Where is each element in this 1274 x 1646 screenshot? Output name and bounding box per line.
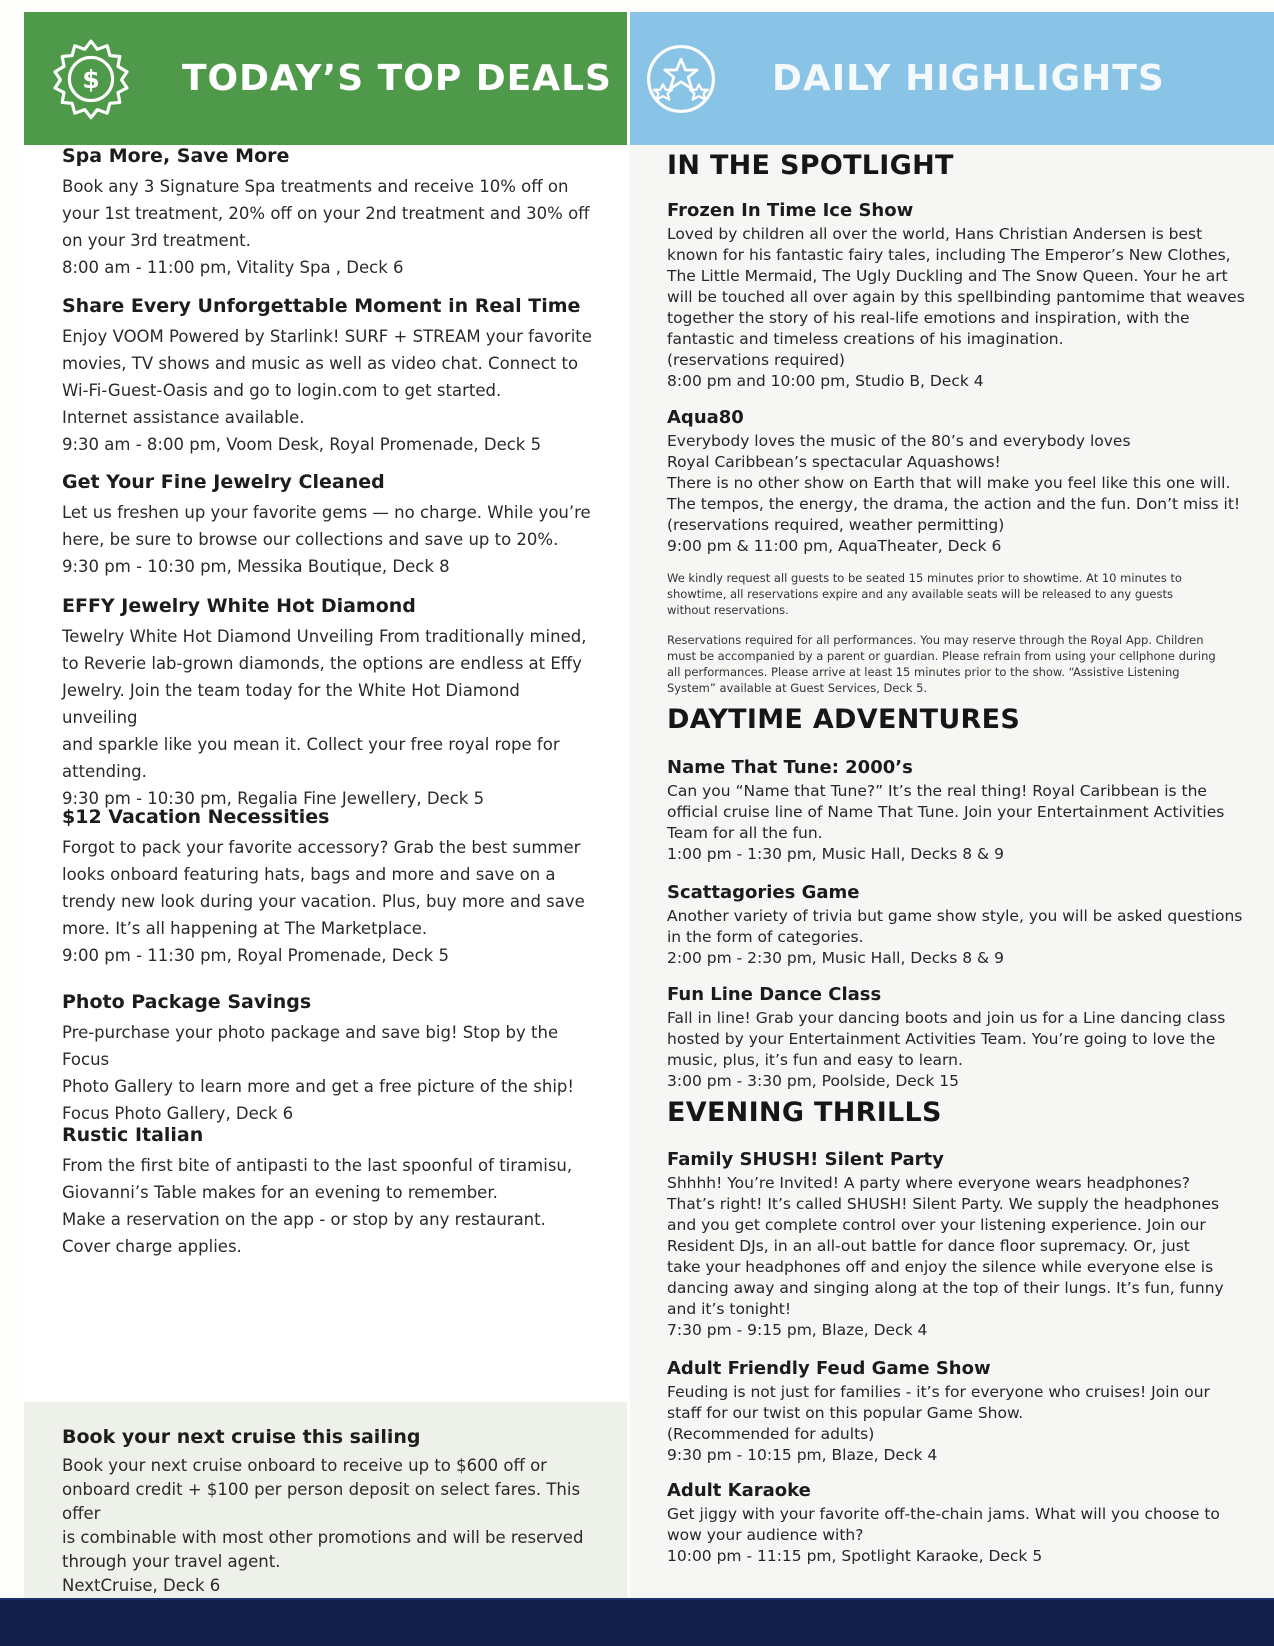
evening-heading: EVENING THRILLS <box>667 1097 942 1128</box>
event-line: and it’s tonight! <box>667 1300 792 1318</box>
event-feud-game-show <box>667 1358 1257 1466</box>
event-line: 1:00 pm - 1:30 pm, Music Hall, Decks 8 & 9 <box>667 845 1004 863</box>
deal-effy <box>62 595 592 812</box>
reservations-note <box>667 632 1257 696</box>
deal-line: Cover charge applies. <box>62 1237 242 1256</box>
note-line: without reservations. <box>667 603 789 617</box>
deal-line: here, be sure to browse our collections and save up to 20%. <box>62 530 559 549</box>
daytime-heading: DAYTIME ADVENTURES <box>667 704 1021 735</box>
event-title: Name That Tune: 2000’s <box>667 757 913 778</box>
dollar-badge-icon <box>46 34 136 124</box>
deal-line: on your 3rd treatment. <box>62 231 251 250</box>
event-line: 3:00 pm - 3:30 pm, Poolside, Deck 15 <box>667 1072 959 1090</box>
deal-line: trendy new look during your vacation. Plus, buy more and save <box>62 892 585 911</box>
event-line: known for his fantastic fairy tales, including The Emperor’s New Clothes, <box>667 246 1231 264</box>
deal-line: and sparkle like you mean it. Collect your free royal rope for <box>62 735 560 754</box>
deal-line: Focus Photo Gallery, Deck 6 <box>62 1104 294 1123</box>
deal-title: Get Your Fine Jewelry Cleaned <box>62 471 385 493</box>
event-line: Another variety of trivia but game show style, you will be asked questions <box>667 907 1243 925</box>
deal-line: looks onboard featuring hats, bags and more and save on a <box>62 865 556 884</box>
event-title: Adult Karaoke <box>667 1480 811 1501</box>
deal-line: Tewelry White Hot Diamond Unveiling From traditionally mined, <box>62 627 587 646</box>
deal-photo-package <box>62 991 592 1127</box>
deal-title: EFFY Jewelry White Hot Diamond <box>62 595 416 617</box>
deal-line: Enjoy VOOM Powered by Starlink! SURF + STREAM your favorite <box>62 327 592 346</box>
event-line: 7:30 pm - 9:15 pm, Blaze, Deck 4 <box>667 1321 928 1339</box>
deal-line: 9:00 pm - 11:30 pm, Royal Promenade, Deck 5 <box>62 946 449 965</box>
deal-vacation-necessities <box>62 806 592 969</box>
deal-rustic-italian <box>62 1124 592 1260</box>
event-shush-party <box>667 1149 1257 1341</box>
event-name-that-tune <box>667 757 1257 865</box>
deal-title: Rustic Italian <box>62 1124 204 1146</box>
daily-highlights-header <box>630 12 1274 145</box>
deal-line: Giovanni’s Table makes for an evening to remember. <box>62 1183 498 1202</box>
event-line: official cruise line of Name That Tune. Join your Entertainment Activities <box>667 803 1225 821</box>
event-line: in the form of categories. <box>667 928 864 946</box>
event-line: 9:30 pm - 10:15 pm, Blaze, Deck 4 <box>667 1446 938 1464</box>
note-line: We kindly request all guests to be seated 15 minutes prior to showtime. At 10 minutes to <box>667 571 1182 585</box>
event-aqua80 <box>667 407 1257 557</box>
event-line: and you get complete control over your listening experience. Join our <box>667 1216 1206 1234</box>
deal-line: 9:30 pm - 10:30 pm, Regalia Fine Jewellery, Deck 5 <box>62 789 485 808</box>
event-line: Team for all the fun. <box>667 824 823 842</box>
deal-title: Share Every Unforgettable Moment in Real Time <box>62 295 581 317</box>
note-line: must be accompanied by a parent or guardian. Please refrain from using your cellphone during <box>667 649 1216 663</box>
note-line: Reservations required for all performances. You may reserve through the Royal App. Children <box>667 633 1204 647</box>
daily-highlights-title: DAILY HIGHLIGHTS <box>772 58 1165 99</box>
book-cruise-title: Book your next cruise this sailing <box>62 1426 421 1448</box>
spotlight-heading: IN THE SPOTLIGHT <box>667 150 954 181</box>
event-line: Can you “Name that Tune?” It’s the real thing! Royal Caribbean is the <box>667 782 1207 800</box>
event-scattagories <box>667 882 1257 969</box>
deal-line: Jewelry. Join the team today for the White Hot Diamond unveiling <box>62 681 520 727</box>
deal-line: 8:00 am - 11:00 pm, Vitality Spa , Deck 6 <box>62 258 404 277</box>
deal-line: Make a reservation on the app - or stop by any restaurant. <box>62 1210 546 1229</box>
event-line: take your headphones off and enjoy the silence while everyone else is <box>667 1258 1214 1276</box>
event-line: staff for our twist on this popular Game Show. <box>667 1404 1024 1422</box>
deal-line: Book any 3 Signature Spa treatments and receive 10% off on <box>62 177 569 196</box>
deal-line: 9:30 pm - 10:30 pm, Messika Boutique, Deck 8 <box>62 557 450 576</box>
event-line: fantastic and timeless creations of his imagination. <box>667 330 1064 348</box>
event-title: Aqua80 <box>667 407 744 428</box>
deal-line: NextCruise, Deck 6 <box>62 1576 221 1595</box>
event-line-dance <box>667 984 1257 1092</box>
event-line: Everybody loves the music of the 80’s and everybody loves <box>667 432 1131 450</box>
event-frozen-in-time <box>667 200 1257 392</box>
event-title: Family SHUSH! Silent Party <box>667 1149 944 1170</box>
event-line: hosted by your Entertainment Activities Team. You’re going to love the <box>667 1030 1216 1048</box>
event-line: Shhhh! You’re Invited! A party where everyone wears headphones? <box>667 1174 1190 1192</box>
deal-line: movies, TV shows and music as well as video chat. Connect to <box>62 354 579 373</box>
deal-title: Photo Package Savings <box>62 991 312 1013</box>
event-line: That’s right! It’s called SHUSH! Silent Party. We supply the headphones <box>667 1195 1220 1213</box>
event-line: Get jiggy with your favorite off-the-chain jams. What will you choose to <box>667 1505 1220 1523</box>
event-line: Loved by children all over the world, Hans Christian Andersen is best <box>667 225 1203 243</box>
event-line: 8:00 pm and 10:00 pm, Studio B, Deck 4 <box>667 372 984 390</box>
deal-line: Book your next cruise onboard to receive up to $600 off or <box>62 1456 547 1475</box>
event-line: together the story of his real-life emotions and inspiration, with the <box>667 309 1190 327</box>
event-line: (Recommended for adults) <box>667 1425 875 1443</box>
event-title: Frozen In Time Ice Show <box>667 200 914 221</box>
event-line: (reservations required, weather permitting) <box>667 516 1005 534</box>
deal-voom <box>62 295 592 458</box>
event-line: 2:00 pm - 2:30 pm, Music Hall, Decks 8 & 9 <box>667 949 1004 967</box>
note-line: System” available at Guest Services, Deck 5. <box>667 681 928 695</box>
event-line: 10:00 pm - 11:15 pm, Spotlight Karaoke, Deck 5 <box>667 1547 1043 1565</box>
note-line: all performances. Please arrive at least 15 minutes prior to the show. “Assistive Listening <box>667 665 1180 679</box>
event-line: music, plus, it’s fun and easy to learn. <box>667 1051 963 1069</box>
event-line: Resident DJs, in an all-out battle for dance floor supremacy. Or, just <box>667 1237 1190 1255</box>
deal-line: attending. <box>62 762 147 781</box>
deal-line: Wi-Fi-Guest-Oasis and go to login.com to get started. <box>62 381 502 400</box>
deal-line: through your travel agent. <box>62 1552 281 1571</box>
deal-line: Let us freshen up your favorite gems — no charge. While you’re <box>62 503 591 522</box>
deal-line: Photo Gallery to learn more and get a free picture of the ship! <box>62 1077 574 1096</box>
footer-bar <box>0 1600 1274 1646</box>
event-line: The tempos, the energy, the drama, the action and the fun. Don’t miss it! <box>667 495 1241 513</box>
deal-line: your 1st treatment, 20% off on your 2nd treatment and 30% off <box>62 204 590 223</box>
top-deals-title: TODAY’S TOP DEALS <box>182 58 612 99</box>
deal-line: to Reverie lab-grown diamonds, the options are endless at Effy <box>62 654 582 673</box>
deal-line: Internet assistance available. <box>62 408 305 427</box>
event-line: Fall in line! Grab your dancing boots and join us for a Line dancing class <box>667 1009 1226 1027</box>
deal-line: Pre-purchase your photo package and save big! Stop by the Focus <box>62 1023 559 1069</box>
deal-line: onboard credit + $100 per person deposit on select fares. This offer <box>62 1480 581 1523</box>
event-adult-karaoke <box>667 1480 1257 1567</box>
deal-line: is combinable with most other promotions and will be reserved <box>62 1528 584 1547</box>
deal-line: more. It’s all happening at The Marketplace. <box>62 919 428 938</box>
deal-line: From the first bite of antipasti to the last spoonful of tiramisu, <box>62 1156 573 1175</box>
deal-title: $12 Vacation Necessities <box>62 806 330 828</box>
event-line: There is no other show on Earth that will make you feel like this one will. <box>667 474 1231 492</box>
star-badge-icon <box>636 34 726 124</box>
top-deals-header <box>24 12 627 145</box>
event-line: will be touched all over again by this spellbinding pantomime that weaves <box>667 288 1245 306</box>
event-line: wow your audience with? <box>667 1526 864 1544</box>
event-line: The Little Mermaid, The Ugly Duckling and The Snow Queen. Your he art <box>667 267 1228 285</box>
event-line: 9:00 pm & 11:00 pm, AquaTheater, Deck 6 <box>667 537 1002 555</box>
svg-text:$: $ <box>82 64 100 94</box>
deal-spa <box>62 145 592 281</box>
event-title: Scattagories Game <box>667 882 860 903</box>
deal-jewelry-cleaned <box>62 471 592 580</box>
note-line: showtime, all reservations expire and any available seats will be released to any guests <box>667 587 1173 601</box>
deal-title: Spa More, Save More <box>62 145 290 167</box>
deal-line: 9:30 am - 8:00 pm, Voom Desk, Royal Promenade, Deck 5 <box>62 435 542 454</box>
deal-line: Forgot to pack your favorite accessory? Grab the best summer <box>62 838 581 857</box>
seating-note <box>667 570 1257 618</box>
book-cruise-deal <box>62 1426 592 1598</box>
event-line: dancing away and singing along at the top of their lungs. It’s fun, funny <box>667 1279 1224 1297</box>
event-line: Feuding is not just for families - it’s for everyone who cruises! Join our <box>667 1383 1210 1401</box>
event-line: Royal Caribbean’s spectacular Aquashows! <box>667 453 1001 471</box>
event-title: Adult Friendly Feud Game Show <box>667 1358 991 1379</box>
event-line: (reservations required) <box>667 351 845 369</box>
event-title: Fun Line Dance Class <box>667 984 882 1005</box>
